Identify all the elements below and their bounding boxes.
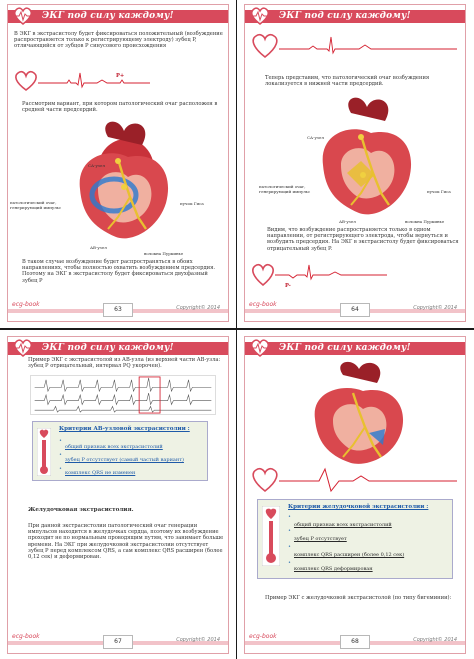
criteria-item: зубец P отсутствует bbox=[294, 536, 347, 542]
label-sa-node: СА-узел bbox=[307, 135, 324, 140]
heart-ecg-graphic bbox=[249, 465, 459, 495]
label-sa-node: СА-узел bbox=[88, 163, 105, 168]
copyright: Copyright© 2014 bbox=[413, 637, 457, 643]
page-footer bbox=[8, 631, 228, 653]
criteria-box bbox=[257, 499, 453, 579]
bullet-icon: • bbox=[288, 544, 291, 550]
heart-ecg-icon bbox=[249, 5, 271, 27]
copyright: Copyright© 2014 bbox=[176, 637, 220, 643]
page-number: 63 bbox=[103, 303, 133, 317]
bullet-icon: • bbox=[288, 514, 291, 520]
bullet-icon: • bbox=[288, 528, 291, 534]
heart-anatomy-image bbox=[58, 117, 188, 247]
p-wave-label: P+ bbox=[116, 73, 125, 79]
criteria-item: комплекс QRS не изменен bbox=[65, 470, 136, 476]
page-header bbox=[8, 337, 228, 359]
bullet-icon: • bbox=[59, 466, 62, 472]
header-title: ЭКГ под силу каждому! bbox=[279, 11, 411, 21]
paragraph: Пример ЭКГ с желудочковой экстрасистолой (по типу бигеминии): bbox=[265, 595, 452, 601]
paragraph: При данной экстрасистолии патологический очаг генерации импульсов находится в желудочках сердца, поэтому их возбуждение проходит не по нормальным проводящим путям, что занимает больше времени. На ЭКГ при желудочковой экстрасистолии отсутствует зубец P перед комплексом QRS, а сам комплекс QRS расширен (более 0,12 сек) и деформирован. bbox=[28, 523, 224, 561]
paragraph: Теперь представим, что патологический очаг возбуждения локализуется в нижней части предсердий. bbox=[265, 75, 430, 88]
paragraph: В таком случае возбуждение будет распространяться в обоих направлениях, чтобы полностью охватить возбуждением предсердия. Поэтому на ЭКГ в экстрасистолу будет фиксироваться двухфазный зубец P bbox=[22, 259, 216, 284]
page-header bbox=[245, 337, 465, 359]
footer-logo: ecg-book bbox=[249, 633, 277, 640]
bullet-icon: • bbox=[59, 452, 62, 458]
page-63 bbox=[7, 4, 229, 322]
label-purkinje: волокна Пуркинье bbox=[405, 219, 445, 224]
bullet-icon: • bbox=[288, 560, 291, 566]
header-title: ЭКГ под силу каждому! bbox=[279, 343, 411, 353]
page-number: 67 bbox=[103, 635, 133, 649]
criteria-box bbox=[32, 421, 208, 481]
heart-ecg-graphic bbox=[249, 261, 389, 289]
criteria-item: комплекс QRS расширен (более 0,12 сек) bbox=[294, 552, 405, 558]
heart-ecg-graphic bbox=[249, 31, 459, 61]
page-footer bbox=[245, 631, 465, 653]
label-av-node: АВ-узел bbox=[339, 219, 356, 224]
page-number: 68 bbox=[340, 635, 370, 649]
label-focus: патологический очаг, генерирующий импульс bbox=[259, 184, 311, 194]
paragraph: Рассмотрим вариант, при котором патологический очаг расположен в средней части предсердий. bbox=[22, 101, 218, 114]
criteria-item: общий признак всех экстрасистолий bbox=[294, 522, 392, 528]
header-title: ЭКГ под силу каждому! bbox=[42, 343, 174, 353]
criteria-item: зубец P отсутствует (самый частый вариант) bbox=[65, 457, 184, 463]
footer-logo: ecg-book bbox=[249, 301, 277, 308]
paragraph: Пример ЭКГ с экстрасистолой из АВ-узла (из верхней части АВ-узла: зубец P отрицательный, интервал PQ укорочен). bbox=[28, 357, 221, 370]
heart-ecg-icon bbox=[12, 337, 34, 359]
criteria-title: Критерии желудочковой экстрасистолии : bbox=[288, 504, 429, 510]
page-67 bbox=[7, 336, 229, 654]
bullet-icon: • bbox=[59, 438, 62, 444]
label-bundle-his: пучок Гиса bbox=[427, 189, 451, 194]
page-header bbox=[8, 5, 228, 27]
page-footer bbox=[245, 299, 465, 321]
section-title: Желудочковая экстрасистолия. bbox=[28, 507, 134, 513]
ecg-strip bbox=[30, 375, 216, 415]
heart-anatomy-image bbox=[295, 359, 425, 469]
label-focus: патологический очаг, генерирующий импульс bbox=[10, 200, 62, 210]
header-title: ЭКГ под силу каждому! bbox=[42, 11, 174, 21]
label-bundle-his: пучок Гиса bbox=[180, 201, 204, 206]
heart-ecg-graphic bbox=[12, 69, 152, 93]
criteria-item: общий признак всех экстрасистолий bbox=[65, 444, 163, 450]
copyright: Copyright© 2014 bbox=[413, 305, 457, 311]
heart-ecg-icon bbox=[12, 5, 34, 27]
heart-thermometer-icon bbox=[262, 506, 280, 566]
heart-ecg-icon bbox=[249, 337, 271, 359]
paragraph: В ЭКГ в экстрасистолу будет фиксироваться положительный (возбуждение распространяется только к регистрирующему электроду) зубец P, отличающийся от зубцов P синусового происхождения bbox=[14, 31, 223, 50]
footer-logo: ecg-book bbox=[12, 301, 40, 308]
heart-thermometer-icon bbox=[37, 428, 51, 476]
criteria-title: Критерии АВ-узловой экстрасистолии : bbox=[59, 426, 190, 432]
copyright: Copyright© 2014 bbox=[176, 305, 220, 311]
page-footer bbox=[8, 299, 228, 321]
p-wave-label: P- bbox=[285, 283, 291, 289]
label-purkinje: волокна Пуркинье bbox=[144, 251, 184, 256]
footer-logo: ecg-book bbox=[12, 633, 40, 640]
criteria-item: комплекс QRS деформирован bbox=[294, 566, 373, 572]
page-header bbox=[245, 5, 465, 27]
horizontal-divider bbox=[0, 328, 474, 330]
page-number: 64 bbox=[340, 303, 370, 317]
heart-anatomy-image bbox=[301, 93, 431, 223]
page-68 bbox=[244, 336, 466, 654]
label-av-node: АВ-узел bbox=[90, 245, 107, 250]
page-64 bbox=[244, 4, 466, 322]
paragraph: Видим, что возбуждение распространяется только в одном направлении, от регистрирующего электрода, чтобы вернуться и возбудить предсердия. На ЭКГ в экстрасистолу будет фиксироваться отрицательный зубец P. bbox=[267, 227, 459, 252]
